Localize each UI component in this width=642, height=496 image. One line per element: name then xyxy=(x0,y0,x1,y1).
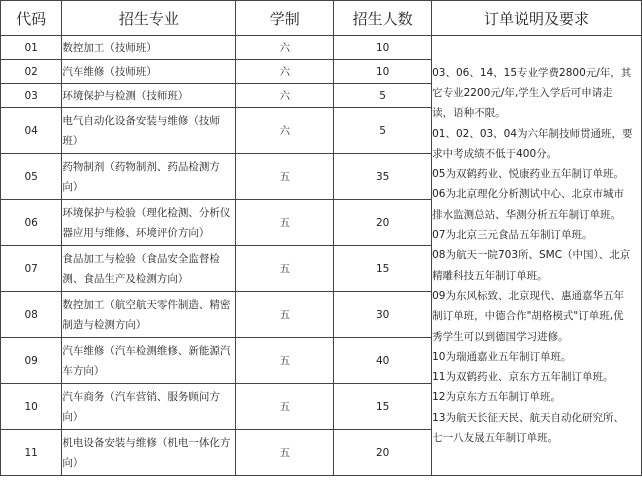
row-years: 五 xyxy=(236,154,334,200)
row-major: 电气自动化设备安装与维修（技师班） xyxy=(62,108,236,154)
row-code: 10 xyxy=(1,384,62,430)
notes-line: 07为北京三元食品五年制订单班。 xyxy=(432,229,593,242)
row-years: 五 xyxy=(236,246,334,292)
notes-line: 05为双鹤药业、悦康药业五年制订单班。 xyxy=(432,168,624,181)
row-code: 06 xyxy=(1,200,62,246)
header-notes: 订单说明及要求 xyxy=(432,1,642,36)
notes-line: 01、02、03、04为六年制技师贯通班，要 xyxy=(432,127,633,140)
row-code: 09 xyxy=(1,338,62,384)
notes-line: 06为北京理化分析测试中心、北京市城市 xyxy=(432,188,624,201)
notes-line: 09为东风标致、北京现代、惠通嘉华五年 xyxy=(432,289,624,302)
header-major: 招生专业 xyxy=(62,1,236,36)
row-years: 五 xyxy=(236,430,334,476)
row-count: 40 xyxy=(334,338,432,384)
row-years: 五 xyxy=(236,338,334,384)
row-count: 5 xyxy=(334,108,432,154)
row-count: 10 xyxy=(334,60,432,84)
row-major: 食品加工与检验（食品安全监督检测、食品生产及检测方向） xyxy=(62,246,236,292)
row-code: 05 xyxy=(1,154,62,200)
row-years: 六 xyxy=(236,60,334,84)
row-count: 15 xyxy=(334,384,432,430)
row-count: 15 xyxy=(334,246,432,292)
table-row xyxy=(1,36,642,60)
header-count: 招生人数 xyxy=(334,1,432,36)
notes-line: 03、06、14、15专业学费2800元/年，其 xyxy=(432,66,632,79)
row-years: 五 xyxy=(236,292,334,338)
header-code: 代码 xyxy=(1,1,62,36)
row-code: 07 xyxy=(1,246,62,292)
row-code: 03 xyxy=(1,84,62,108)
row-major: 汽车维修（技师班） xyxy=(62,60,236,84)
row-code: 04 xyxy=(1,108,62,154)
notes-line: 它专业2200元/年,学生入学后可申请走 xyxy=(432,86,613,99)
row-major: 药物制剂（药物制剂、药品检测方向） xyxy=(62,154,236,200)
row-major: 机电设备安装与维修（机电一体化方向） xyxy=(62,430,236,476)
header-years: 学制 xyxy=(236,1,334,36)
notes-line: 排水监测总站、华测分析五年制订单班。 xyxy=(432,208,622,221)
row-code: 01 xyxy=(1,36,62,60)
notes-line: 10为瑞通嘉业五年制订单班。 xyxy=(432,350,572,363)
row-major: 环境保护与检验（理化检测、分析仪器应用与维修、环境评价方向） xyxy=(62,200,236,246)
row-years: 六 xyxy=(236,84,334,108)
notes-cell xyxy=(432,36,642,476)
row-code: 02 xyxy=(1,60,62,84)
row-code: 11 xyxy=(1,430,62,476)
notes-line: 精雕科技五年制订单班。 xyxy=(432,269,548,282)
row-major: 数控加工（航空航天零件制造、精密制造与检测方向） xyxy=(62,292,236,338)
row-code: 08 xyxy=(1,292,62,338)
row-count: 35 xyxy=(334,154,432,200)
notes-line: 求中考成绩不低于400分。 xyxy=(432,147,558,160)
row-count: 10 xyxy=(334,36,432,60)
notes-line: 七一八友晟五年制订单班。 xyxy=(432,432,559,445)
notes-line: 制订单班，中德合作"胡格模式"订单班,优 xyxy=(432,310,624,323)
row-count: 30 xyxy=(334,292,432,338)
row-major: 汽车维修（汽车检测维修、新能源汽车方向） xyxy=(62,338,236,384)
row-major: 汽车商务（汽车营销、服务顾问方向） xyxy=(62,384,236,430)
row-years: 六 xyxy=(236,36,334,60)
row-major: 数控加工（技师班） xyxy=(62,36,236,60)
header-row xyxy=(1,1,642,36)
row-years: 五 xyxy=(236,384,334,430)
row-major: 环境保护与检测（技师班） xyxy=(62,84,236,108)
notes-line: 秀学生可以到德国学习进修。 xyxy=(432,330,569,343)
notes-line: 11为双鹤药业、京东方五年制订单班。 xyxy=(432,371,614,384)
row-count: 20 xyxy=(334,200,432,246)
row-years: 六 xyxy=(236,108,334,154)
row-years: 五 xyxy=(236,200,334,246)
notes-line: 08为航天一院703所、SMC（中国）、北京 xyxy=(432,249,631,262)
row-count: 5 xyxy=(334,84,432,108)
notes-line: 12为京东方五年制订单班。 xyxy=(432,391,561,404)
notes-line: 读，语种不限。 xyxy=(432,107,506,120)
notes-line: 13为航天长征天民、航天自动化研究所、 xyxy=(432,411,624,424)
row-count: 20 xyxy=(334,430,432,476)
